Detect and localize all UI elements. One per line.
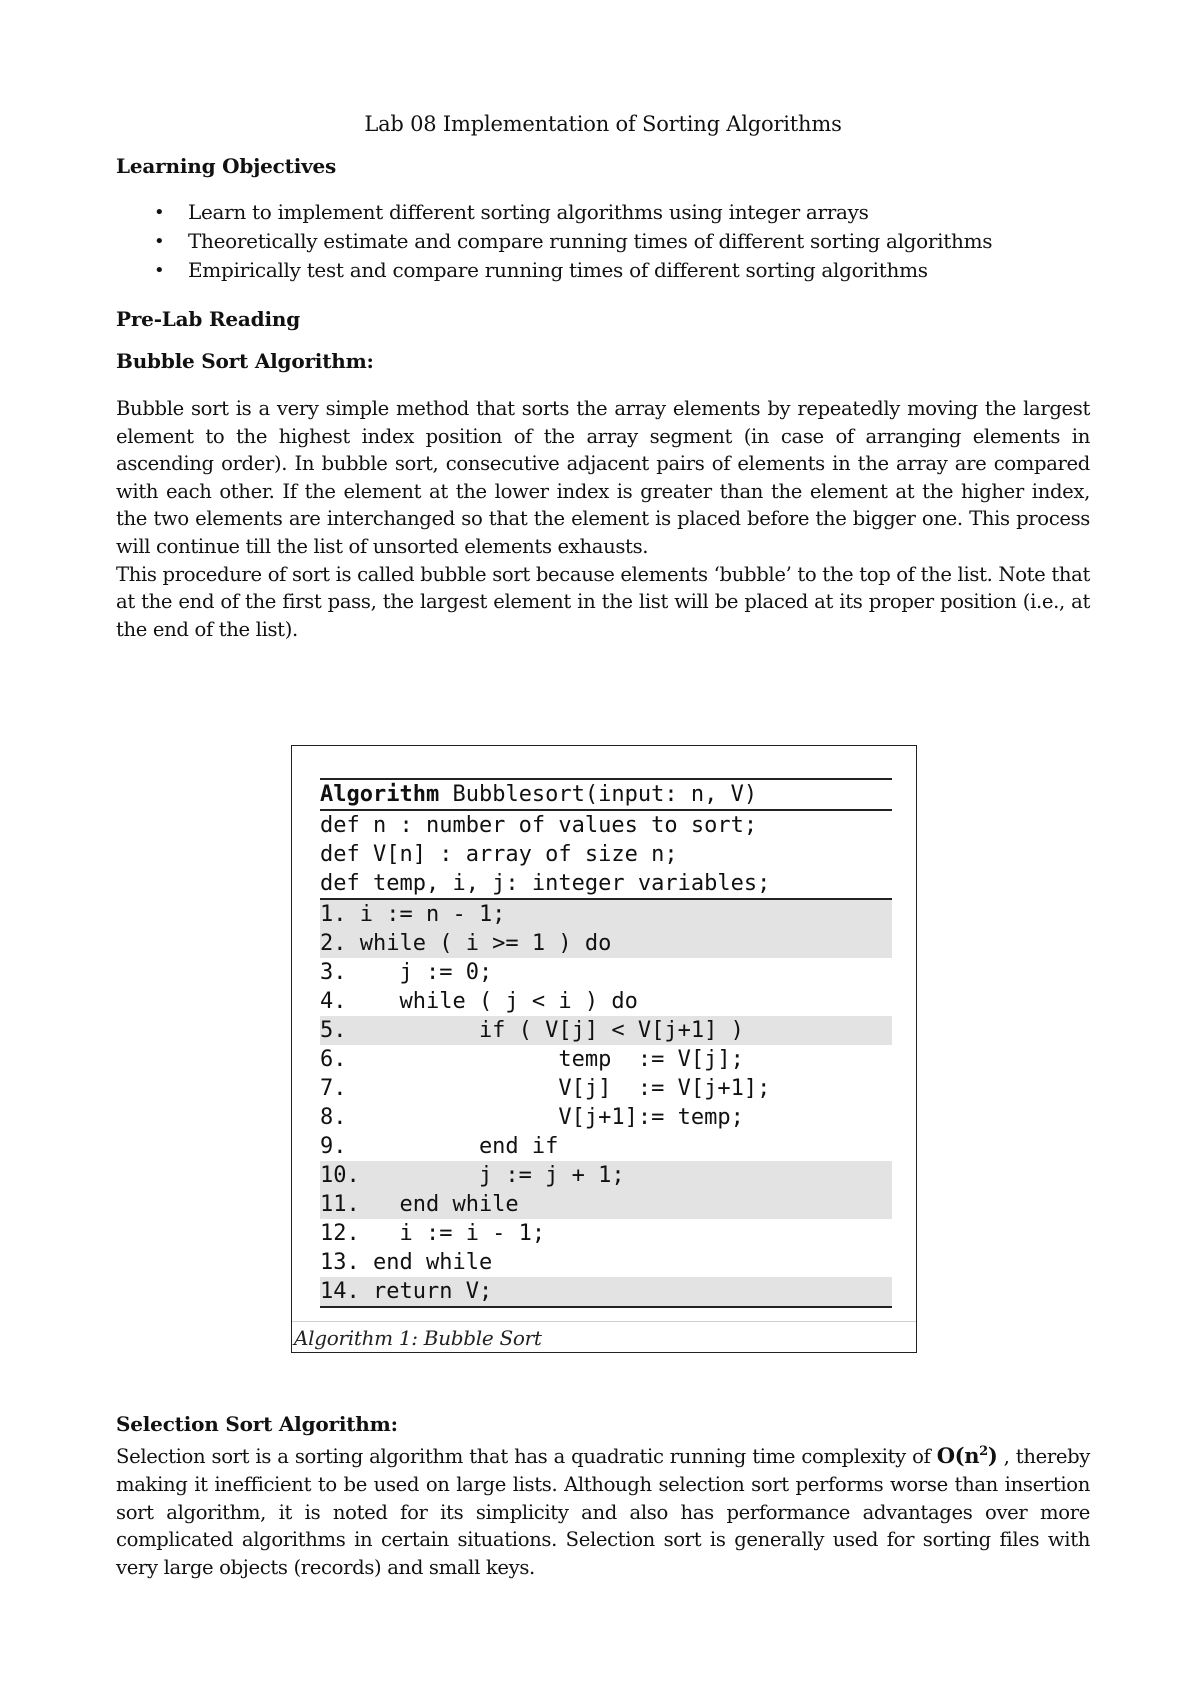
bullet-icon: •	[154, 231, 165, 252]
complexity-base: O(n	[936, 1443, 980, 1468]
bubble-sort-paragraph-2: This procedure of sort is called bubble sort because elements ‘bubble’ to the top of the list. Note that at the end of the first pass, the largest element in the list will be placed at its proper position (i.e., at the end of the list).	[116, 562, 1090, 641]
code-line: 8. V[j+1]:= temp;	[320, 1105, 744, 1130]
algorithm-header	[320, 780, 892, 811]
caption-divider	[292, 1321, 916, 1322]
selection-sort-heading: Selection Sort Algorithm:	[116, 1412, 398, 1436]
algorithm-caption: Algorithm 1: Bubble Sort	[294, 1326, 542, 1350]
code-line: 9. end if	[320, 1134, 559, 1159]
selection-sort-section	[116, 1412, 1090, 1582]
code-line: 3. j := 0;	[320, 960, 493, 985]
learning-objectives-heading: Learning Objectives	[116, 154, 337, 178]
code-line: 10. j := j + 1;	[320, 1161, 892, 1190]
objective-text: Learn to implement different sorting algorithms using integer arrays	[188, 200, 869, 224]
code-line: 1. i := n - 1;	[320, 900, 892, 929]
code-line: 14. return V;	[320, 1277, 892, 1306]
bottom-rule	[320, 1306, 892, 1308]
learning-objectives-list	[116, 198, 1090, 285]
definition-line: def temp, i, j: integer variables;	[320, 871, 771, 896]
definition-line: def V[n] : array of size n;	[320, 842, 678, 867]
document-content	[116, 112, 1090, 643]
objective-text: Theoretically estimate and compare running times of different sorting algorithms	[188, 229, 993, 253]
algorithm-definitions	[320, 811, 892, 900]
objective-text: Empirically test and compare running times of different sorting algorithms	[188, 258, 928, 282]
selection-sort-paragraph	[116, 1438, 1090, 1582]
algorithm-keyword: Algorithm	[320, 782, 440, 807]
code-line: 5. if ( V[j] < V[j+1] )	[320, 1016, 892, 1045]
bullet-icon: •	[154, 202, 165, 223]
complexity-close: )	[987, 1443, 998, 1468]
code-line: 4. while ( j < i ) do	[320, 989, 638, 1014]
bubble-sort-paragraph-1: Bubble sort is a very simple method that sorts the array elements by repeatedly moving the largest element to the highest index position of the array segment (in case of arranging elements in ascending order). In bubble sort, consecutive adjacent pairs of elements in the array are compared with each other. If the element at the lower index is greater than the element at the higher index, the two elements are interchanged so that the element is placed before the bigger one. This process will continue till the list of unsorted elements exhausts.	[116, 397, 1090, 558]
list-item	[116, 198, 1090, 227]
bubble-sort-heading: Bubble Sort Algorithm:	[116, 349, 374, 373]
list-item	[116, 256, 1090, 285]
code-line: 11. end while	[320, 1190, 892, 1219]
selection-text-before: Selection sort is a sorting algorithm that has a quadratic running time complexity of	[116, 1445, 937, 1468]
bullet-icon: •	[154, 260, 165, 281]
code-line: 13. end while	[320, 1250, 493, 1275]
code-line: 12. i := i - 1;	[320, 1221, 546, 1246]
complexity-notation	[937, 1443, 998, 1468]
complexity-exponent: 2	[979, 1444, 988, 1459]
list-item	[116, 227, 1090, 256]
code-line: 7. V[j] := V[j+1];	[320, 1076, 771, 1101]
prelab-heading: Pre-Lab Reading	[116, 307, 300, 331]
selection-text-after: , thereby making it inefficient to be used on large lists. Although selection sort performs worse than insertion sort algorithm, it is noted for its simplicity and also has performance advantages over more complicated algorithms in certain situations. Selection sort is generally used for sorting files with very large objects (records) and small keys.	[116, 1445, 1091, 1580]
code-line: 2. while ( i >= 1 ) do	[320, 929, 892, 958]
document-title: Lab 08 Implementation of Sorting Algorithms	[364, 112, 842, 136]
algorithm-signature: Bubblesort(input: n, V)	[439, 782, 758, 807]
algorithm-listing	[320, 778, 892, 1308]
code-line: 6. temp := V[j];	[320, 1047, 744, 1072]
algorithm-figure	[291, 745, 917, 1353]
definition-line: def n : number of values to sort;	[320, 813, 758, 838]
